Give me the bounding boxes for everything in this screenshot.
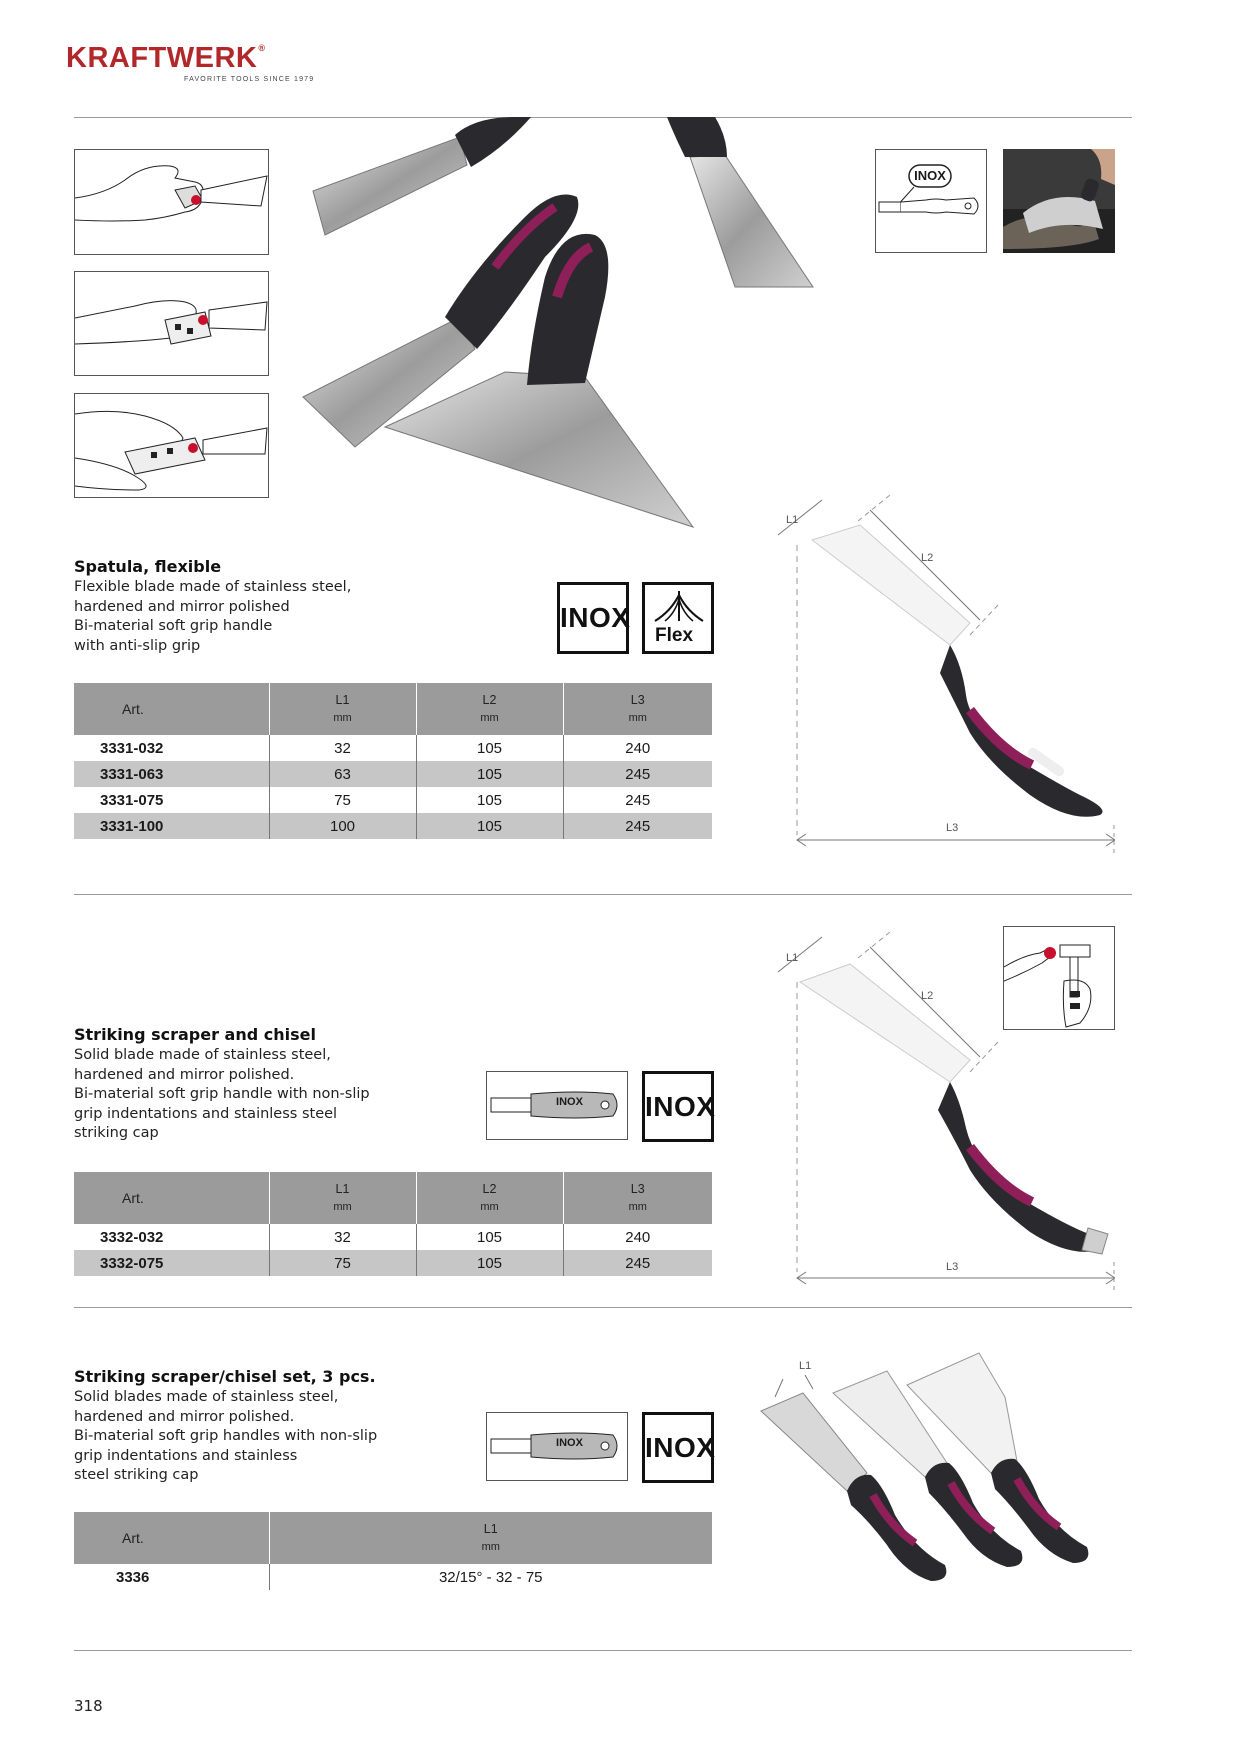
table-header-row [74, 1172, 712, 1224]
cell-l2: 105 [416, 761, 563, 787]
spec-table-scraper-set [74, 1512, 712, 1590]
table-row [74, 1564, 712, 1590]
art-number: 3331-075 [74, 787, 269, 813]
table-row [74, 1224, 712, 1250]
product-title: Spatula, flexible [74, 557, 222, 576]
art-number: 3336 [74, 1564, 269, 1590]
table-row [74, 735, 712, 761]
dimension-l2-label: L2 [921, 990, 934, 1002]
grip-illustration-3 [74, 393, 269, 498]
hand-grip-icon [75, 272, 268, 375]
description-line: Solid blade made of stainless steel, [74, 1047, 331, 1063]
table-row [74, 761, 712, 787]
registered-mark-icon: ® [258, 43, 266, 53]
description-line: Bi-material soft grip handle [74, 618, 273, 635]
dimension-l3-label: L3 [946, 1261, 959, 1273]
inox-handle-illustration [875, 149, 987, 253]
inox-badge [642, 1071, 714, 1142]
inox-label: INOX [914, 168, 946, 183]
brand-name: KRAFTWERK [66, 42, 258, 74]
page-number: 318 [74, 1697, 103, 1715]
spec-table-spatula [74, 683, 712, 839]
section-divider [74, 1307, 1132, 1308]
cell-l2: 105 [416, 1224, 563, 1250]
table-row [74, 1250, 712, 1276]
description-line: steel striking cap [74, 1467, 199, 1484]
description-line: striking cap [74, 1125, 159, 1142]
art-number: 3331-032 [74, 735, 269, 761]
cell-l1: 75 [269, 1250, 416, 1276]
hand-grip-icon [75, 394, 268, 497]
art-number: 3331-100 [74, 813, 269, 839]
striking-scraper-dimension-diagram [770, 932, 1115, 1292]
table-header-row [74, 683, 712, 735]
description-line: hardened and mirror polished. [74, 1408, 295, 1425]
product-description [74, 578, 351, 656]
flexible-blade-icon [651, 589, 707, 623]
cell-l1: 32 [269, 735, 416, 761]
header-l2: L2 mm [416, 1172, 563, 1224]
inox-striking-handle-illustration [486, 1071, 628, 1140]
product-title: Striking scraper/chisel set, 3 pcs. [74, 1367, 376, 1386]
art-number: 3332-032 [74, 1224, 269, 1250]
brand-logo [66, 44, 314, 83]
header-l1: L1 mm [269, 683, 416, 735]
inox-striking-handle-illustration [486, 1412, 628, 1481]
header-art: Art. [74, 683, 269, 735]
hand-grip-icon [75, 150, 268, 254]
description-line: with anti-slip grip [74, 637, 201, 654]
product-title: Striking scraper and chisel [74, 1025, 316, 1044]
grip-illustration-1 [74, 149, 269, 255]
inox-badge-label: INOX [645, 1432, 716, 1463]
dimension-l3-label: L3 [946, 822, 959, 834]
dimension-l1-label: L1 [786, 952, 799, 964]
art-number: 3331-063 [74, 761, 269, 787]
inox-badge-label: INOX [560, 602, 631, 633]
cell-l3: 245 [563, 787, 712, 813]
flex-badge [642, 582, 714, 654]
cell-l1: 100 [269, 813, 416, 839]
cell-l2: 105 [416, 735, 563, 761]
art-number: 3332-075 [74, 1250, 269, 1276]
header-l3: L3 mm [563, 1172, 712, 1224]
cell-l3: 245 [563, 1250, 712, 1276]
description-line: Solid blades made of stainless steel, [74, 1389, 339, 1405]
product-description [74, 1046, 370, 1144]
cell-l3: 240 [563, 735, 712, 761]
scraping-usage-photo [1003, 149, 1115, 253]
cell-l1: 32 [269, 1224, 416, 1250]
cell-l3: 245 [563, 761, 712, 787]
cell-l2: 105 [416, 787, 563, 813]
cell-l3: 245 [563, 813, 712, 839]
scraper-set-product-photo [755, 1345, 1115, 1590]
cell-l1: 75 [269, 787, 416, 813]
spatula-product-photo [295, 117, 835, 532]
header-l2: L2 mm [416, 683, 563, 735]
header-l1: L1 mm [269, 1512, 712, 1564]
cell-l2: 105 [416, 813, 563, 839]
inox-label: INOX [556, 1437, 583, 1449]
description-line: Bi-material soft grip handles with non-slip [74, 1428, 378, 1445]
description-line: grip indentations and stainless steel [74, 1105, 338, 1122]
grip-illustration-2 [74, 271, 269, 376]
spec-table-striking-scraper [74, 1172, 712, 1276]
cell-l3: 240 [563, 1224, 712, 1250]
table-header-row [74, 1512, 712, 1564]
inox-badge [557, 582, 629, 654]
table-row [74, 787, 712, 813]
section-divider [74, 894, 1132, 895]
dimension-l1-label: L1 [786, 514, 799, 526]
header-art: Art. [74, 1172, 269, 1224]
cell-l1: 63 [269, 761, 416, 787]
description-line: Flexible blade made of stainless steel, [74, 579, 352, 595]
flex-badge-label: Flex [655, 625, 694, 646]
header-art: Art. [74, 1512, 269, 1564]
description-line: hardened and mirror polished [74, 598, 290, 615]
header-l3: L3 mm [563, 683, 712, 735]
section-divider [74, 1650, 1132, 1651]
cell-l1: 32/15° - 32 - 75 [269, 1564, 712, 1590]
inox-badge-label: INOX [645, 1091, 716, 1122]
dimension-l2-label: L2 [921, 552, 934, 564]
table-row [74, 813, 712, 839]
dimension-l1-label: L1 [799, 1360, 812, 1372]
description-line: Bi-material soft grip handle with non-slip [74, 1086, 370, 1103]
product-description [74, 1388, 377, 1486]
description-line: grip indentations and stainless [74, 1447, 298, 1464]
inox-label: INOX [556, 1096, 583, 1108]
cell-l2: 105 [416, 1250, 563, 1276]
inox-badge [642, 1412, 714, 1483]
description-line: hardened and mirror polished. [74, 1066, 295, 1083]
header-l1: L1 mm [269, 1172, 416, 1224]
spatula-dimension-diagram [770, 495, 1115, 855]
brand-tagline: FAVORITE TOOLS SINCE 1979 [184, 76, 315, 83]
